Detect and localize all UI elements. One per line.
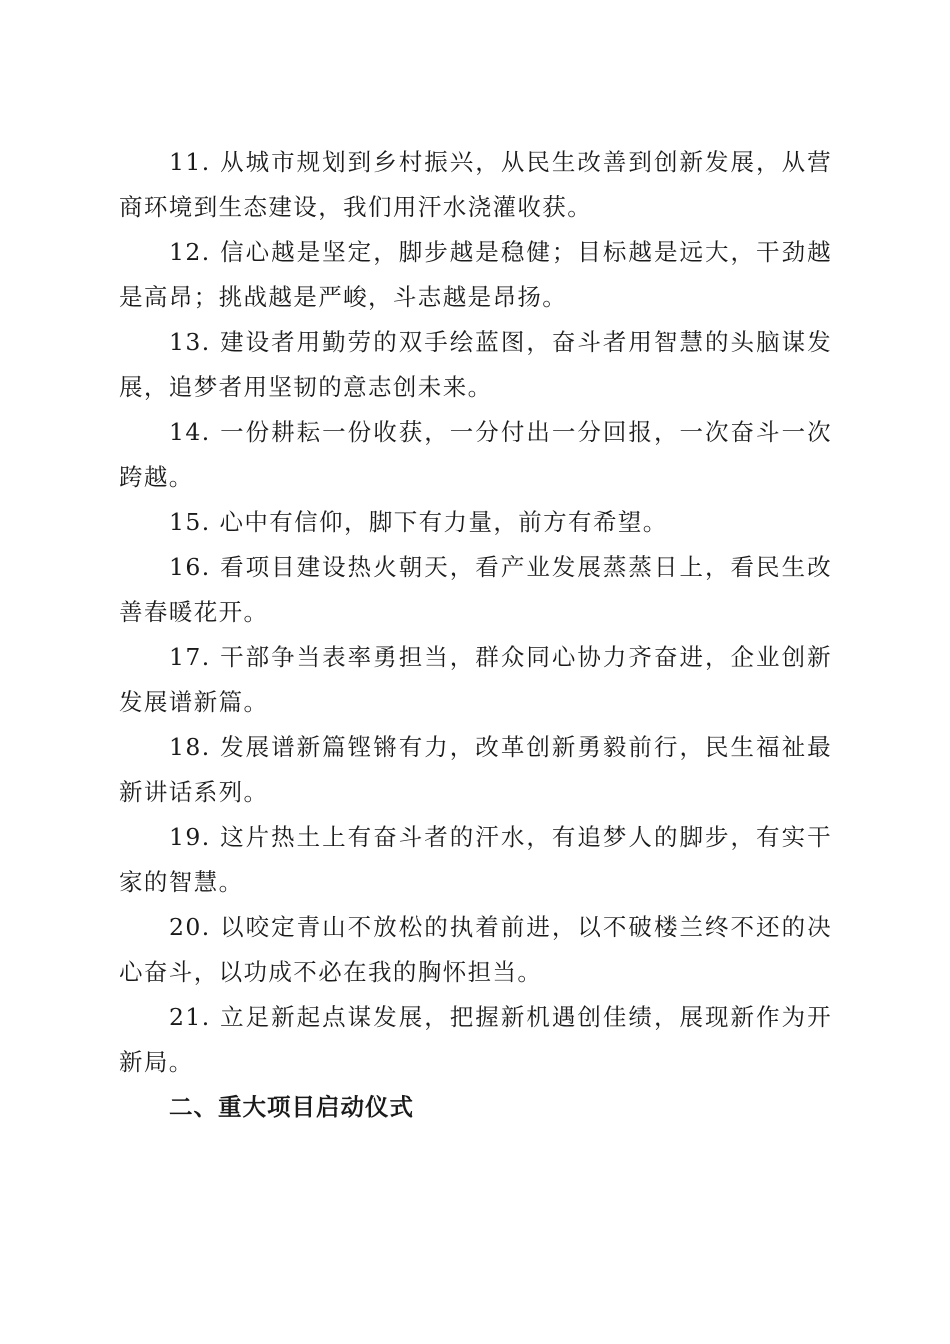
list-item-21: 21. 立足新起点谋发展，把握新机遇创佳绩，展现新作为开新局。 (119, 1003, 832, 1076)
list-item-11: 11. 从城市规划到乡村振兴，从民生改善到创新发展，从营商环境到生态建设，我们用汗水浇灌收获。 (119, 148, 832, 221)
list-item-18: 18. 发展谱新篇铿锵有力，改革创新勇毅前行，民生福祉最新讲话系列。 (119, 733, 832, 806)
list-item-20: 20. 以咬定青山不放松的执着前进，以不破楼兰终不还的决心奋斗，以功成不必在我的胸怀担当。 (119, 913, 832, 986)
list-item-19: 19. 这片热土上有奋斗者的汗水，有追梦人的脚步，有实干家的智慧。 (119, 823, 832, 896)
list-item-14: 14. 一份耕耘一份收获，一分付出一分回报，一次奋斗一次跨越。 (119, 418, 832, 491)
list-item-15: 15. 心中有信仰，脚下有力量，前方有希望。 (169, 508, 668, 536)
section-heading: 二、重大项目启动仪式 (169, 1093, 414, 1121)
list-item-12: 12. 信心越是坚定，脚步越是稳健；目标越是远大，干劲越是高昂；挑战越是严峻，斗志越是昂扬。 (119, 238, 832, 311)
list-item-17: 17. 干部争当表率勇担当，群众同心协力齐奋进，企业创新发展谱新篇。 (119, 643, 832, 716)
list-item-16: 16. 看项目建设热火朝天，看产业发展蒸蒸日上，看民生改善春暖花开。 (119, 553, 832, 626)
document-body (119, 140, 832, 1130)
list-item-13: 13. 建设者用勤劳的双手绘蓝图，奋斗者用智慧的头脑谋发展，追梦者用坚韧的意志创未来。 (119, 328, 832, 401)
